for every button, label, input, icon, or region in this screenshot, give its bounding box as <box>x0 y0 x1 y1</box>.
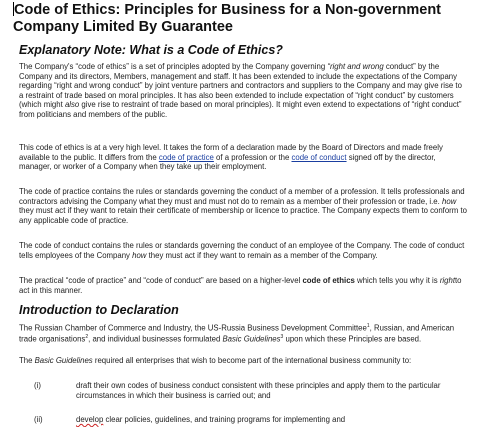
list-item-text: develop clear policies, guidelines, and training programs for implementing and <box>76 415 346 424</box>
paragraph-basic-guidelines: The Basic Guidelines required all enterprises that wish to become part of the international business community to: <box>19 356 412 365</box>
code-of-practice-link[interactable]: code of practice <box>158 152 214 162</box>
footnote-ref-1[interactable]: 1 <box>366 323 370 329</box>
paragraph-high-level-declaration: This code of ethics is at a very high level. It takes the form of a declaration made by the Board of Directors and made freely available to the public. It differs from the code of practice of a profession or the code of conduct signed off by the director, manager, or worker of a Company when they take up their employment. <box>19 143 443 172</box>
list-item-text: draft their own codes of business conduct consistent with these principles and apply them to the particular circumstances in which their business is carried out; and <box>76 381 441 400</box>
document-title <box>13 2 473 36</box>
paragraph-code-of-conduct: The code of conduct contains the rules or standards governing the conduct of an employee of the Company. The code of conduct tells employees of the Company how they must act if they want to remain as a member of the Company. <box>19 241 465 260</box>
list-item-number: (i) <box>34 381 41 390</box>
section-heading-explanatory-note: Explanatory Note: What is a Code of Ethics? <box>19 43 283 57</box>
code-of-conduct-link[interactable]: code of conduct <box>291 152 347 162</box>
footnote-ref-3[interactable]: 3 <box>280 334 284 341</box>
title-text: Code of Ethics: Principles for Business for a Non-government Company Limited By Guarantee <box>13 2 442 35</box>
paragraph-code-of-practice: The code of practice contains the rules or standards governing the conduct of a member of a profession. It tells professionals and contractors advising the Company what they must and must not do to remain as a member of their profession or trade, i.e. how they must act if they want to retain their certificate of membership or licence to practice. The Company expects them to conform to any applicable code of practice. <box>19 187 467 225</box>
footnote-ref-2[interactable]: 2 <box>85 334 89 341</box>
paragraph-practical-codes: The practical “code of practice” and “code of conduct” are based on a higher-level code of ethics which tells you why it is rightto act in this manner. <box>19 276 462 295</box>
section-heading-introduction: Introduction to Declaration <box>19 303 179 317</box>
spellcheck-word: develop <box>76 415 104 424</box>
list-item-number: (ii) <box>34 415 43 424</box>
paragraph-introduction: The Russian Chamber of Commerce and Industry, the US-Russia Business Development Committee$^1$, Russian, and American trade organisations$^2$, and individual businesses formulated Basic Guidelines$^3$ upon which these Principles are based. <box>19 323 455 344</box>
paragraph-code-of-ethics-definition: The Company's “code of ethics” is a set of principles adopted by the Company governing “right and wrong conduct” by the Company and its directors, Members, management and staff. It has been extended to include the expectations of the Company regarding “right and wrong conduct” by joint venture partners and contractors and suppliers to the Company and may give rise to a restraint of trade based on moral principles. It has also been extended to include expectation of “right conduct” by customers (which might also give rise to restraint of trade based on moral principles). It might even extend to expectations of “right conduct” from politicians and members of the public. <box>19 62 462 119</box>
